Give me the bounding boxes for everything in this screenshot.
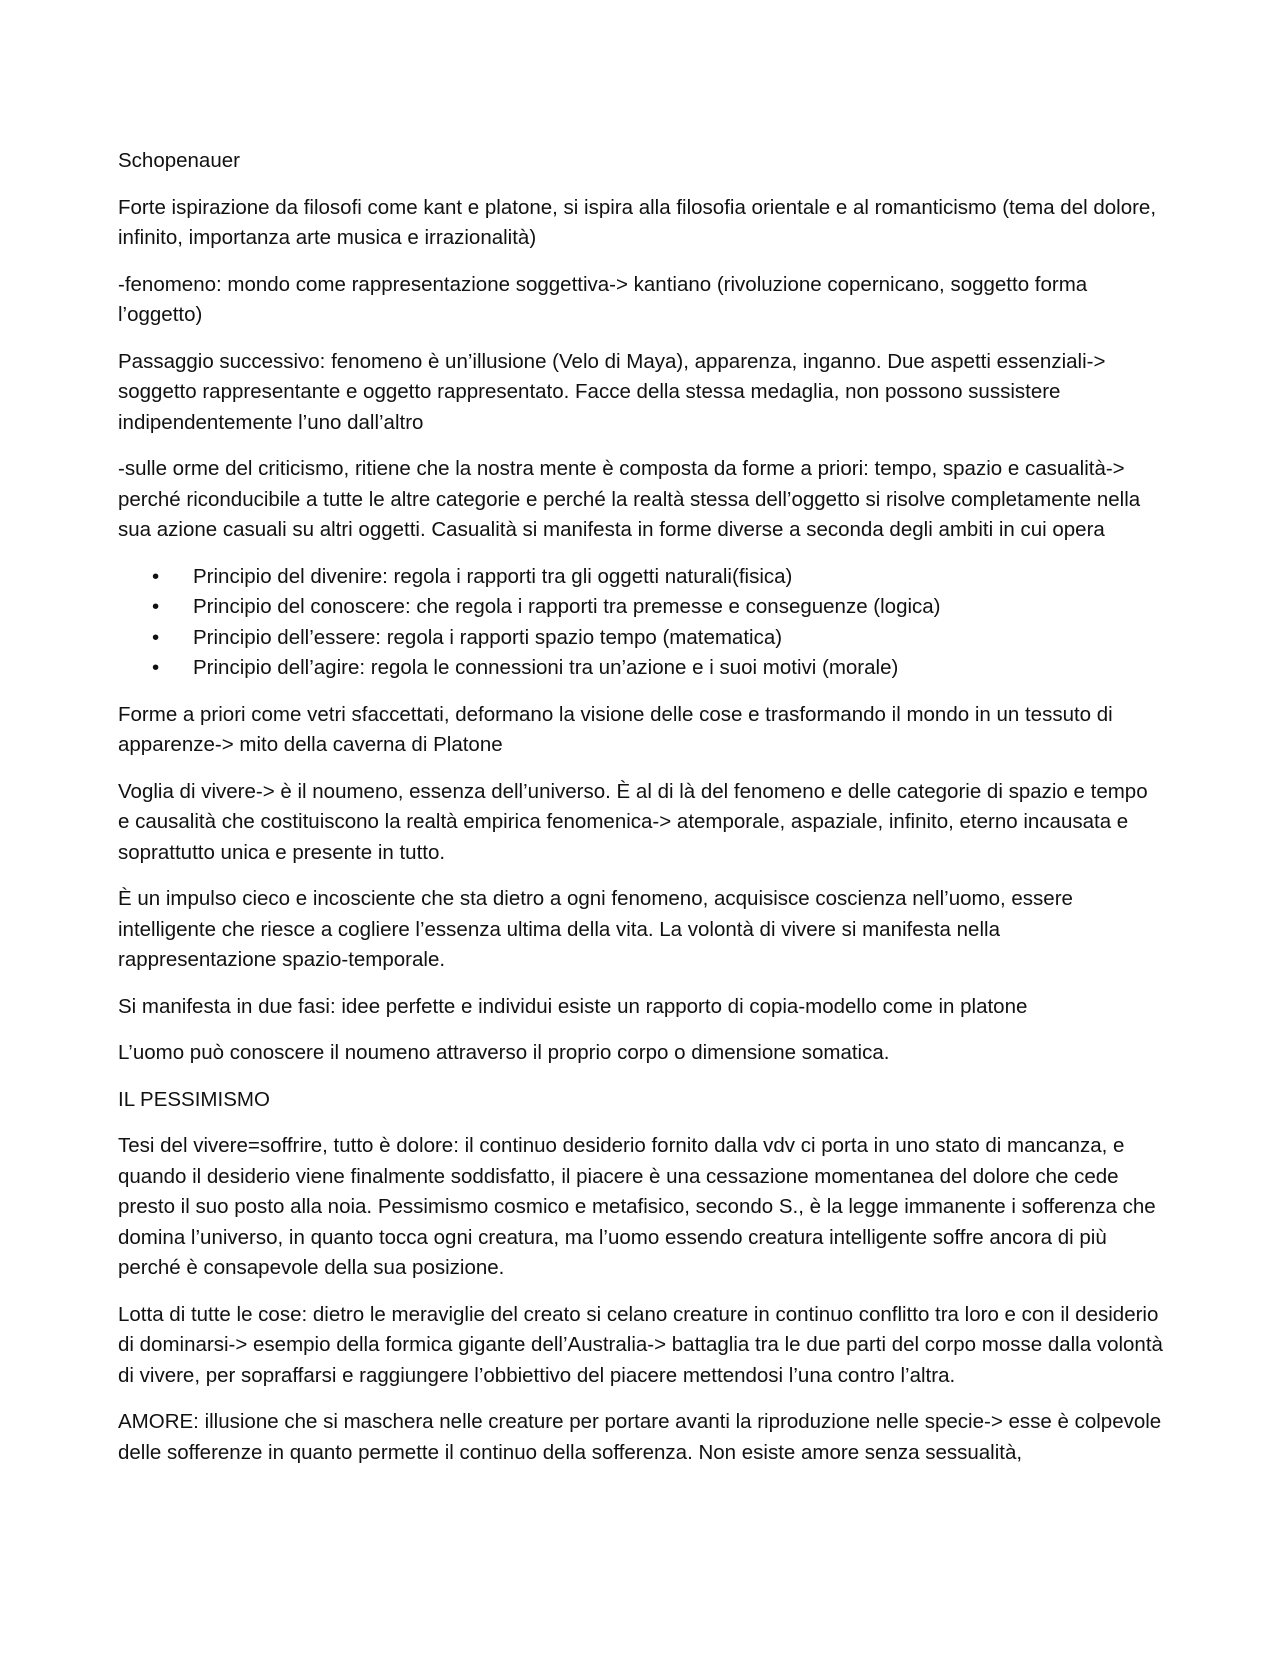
paragraph-criticismo: -sulle orme del criticismo, ritiene che la nostra mente è composta da forme a priori: tempo, spazio e casualità-> perché riconducibile a tutte le altre categorie e perché la realtà stessa dell’oggetto si risolve completamente nella sua azione casuali su altri oggetti. Casualità si manifesta in forme diverse a seconda degli ambiti in cui opera (118, 457, 1141, 541)
paragraph-lotta: Lotta di tutte le cose: dietro le meraviglie del creato si celano creature in continuo conflitto tra loro e con il desiderio di dominarsi-> esempio della formica gigante dell’Australia-> battaglia tra le due parti del corpo mosse dalla volontà di vivere, per sopraffarsi e raggiungere l’obbiettivo del piacere mettendosi l’una contro l’altra. (118, 1302, 1163, 1387)
paragraph-forme-a-priori: Forme a priori come vetri sfaccettati, deformano la visione delle cose e trasformando il mondo in un tessuto di apparenze-> mito della caverna di Platone (118, 702, 1113, 756)
list-item (118, 653, 1163, 684)
list-item (118, 623, 1163, 654)
paragraph-passaggio-successivo: Passaggio successivo: fenomeno è un’illusione (Velo di Maya), apparenza, inganno. Due aspetti essenziali-> soggetto rappresentante e oggetto rappresentato. Facce della stessa medaglia, non possono sussistere indipendentemente l’uno dall’altro (118, 349, 1106, 434)
bullet-icon: • (152, 625, 160, 649)
paragraph-noumeno-corpo: L’uomo può conoscere il noumeno attraverso il proprio corpo o dimensione somatica. (118, 1041, 890, 1064)
bullet-icon: • (152, 656, 160, 679)
paragraph-due-fasi: Si manifesta in due fasi: idee perfette e individui esiste un rapporto di copia-modello come in platone (118, 994, 1028, 1018)
document-title: Schopenauer (118, 149, 240, 172)
paragraph-vivere-soffrire: Tesi del vivere=soffrire, tutto è dolore: il continuo desiderio fornito dalla vdv ci porta in uno stato di mancanza, e quando il desiderio viene finalmente soddisfatto, il piacere è una cessazione momentanea del dolore che cede presto il suo posto alla noia. Pessimismo cosmico e metafisico, secondo S., è la legge immanente i sofferenza che domina l’universo, in quanto tocca ogni creatura, ma l’uomo essendo creatura intelligente soffre ancora di più perché è consapevole della sua posizione. (118, 1134, 1156, 1279)
bullet-icon: • (152, 564, 160, 588)
list-item-text: Principio del conoscere: che regola i rapporti tra premesse e conseguenze (logica) (193, 595, 941, 618)
paragraph-amore: AMORE: illusione che si maschera nelle creature per portare avanti la riproduzione nelle specie-> esse è colpevole delle sofferenze in quanto permette il continuo della sofferenza. Non esiste amore senza sessualità, (118, 1410, 1162, 1464)
section-heading-pessimismo: IL PESSIMISMO (118, 1087, 270, 1111)
paragraph-ispirazione: Forte ispirazione da filosofi come kant e platone, si ispira alla filosofia orientale e al romanticismo (tema del dolore, infinito, importanza arte musica e irrazionalità) (118, 195, 1157, 249)
list-item-text: Principio dell’essere: regola i rapporti spazio tempo (matematica) (193, 625, 783, 649)
paragraph-impulso-cieco: È un impulso cieco e incosciente che sta dietro a ogni fenomeno, acquisisce coscienza nell’uomo, essere intelligente che riesce a cogliere l’essenza ultima della vita. La volontà di vivere si manifesta nella rappresentazione spazio-temporale. (118, 887, 1073, 971)
bullet-icon: • (152, 595, 160, 618)
list-item-text: Principio del divenire: regola i rapporti tra gli oggetti naturali(fisica) (193, 564, 793, 588)
principles-list (118, 562, 1163, 684)
list-item (118, 592, 1163, 623)
paragraph-voglia-di-vivere: Voglia di vivere-> è il noumeno, essenza dell’universo. È al di là del fenomeno e delle categorie di spazio e tempo e causalità che costituiscono la realtà empirica fenomenica-> atemporale, aspaziale, infinito, eterno incausata e soprattutto unica e presente in tutto. (118, 779, 1148, 864)
document-page (118, 146, 1163, 1484)
paragraph-fenomeno: -fenomeno: mondo come rappresentazione soggettiva-> kantiano (rivoluzione copernicano, soggetto forma l’oggetto) (118, 272, 1088, 326)
list-item-text: Principio dell’agire: regola le connessioni tra un’azione e i suoi motivi (morale) (193, 656, 899, 679)
list-item (118, 562, 1163, 593)
